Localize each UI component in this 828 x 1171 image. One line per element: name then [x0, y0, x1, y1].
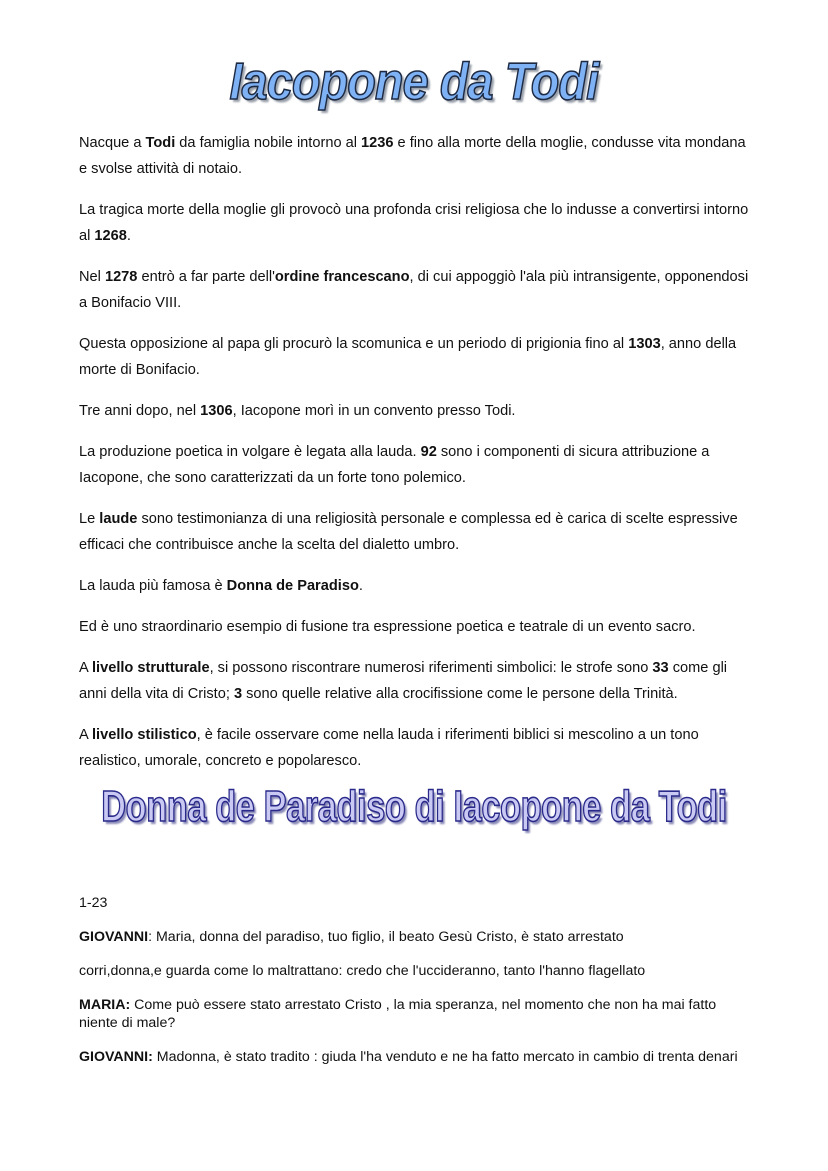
bold-text: 1268: [94, 228, 127, 244]
dialogue-line: [79, 928, 751, 946]
bold-text: 1278: [104, 269, 138, 285]
text: , Iacopone morì in un convento presso Todi.: [232, 403, 516, 419]
text: sono quelle relative alla crocifissione come le persone della Trinità.: [242, 686, 678, 702]
paragraph: [79, 722, 751, 774]
paragraph: [79, 331, 751, 383]
bold-text: 1306: [200, 403, 233, 419]
text: , si possono riscontrare numerosi riferimenti simbolici: le strofe sono: [209, 660, 653, 676]
title-wordart: [0, 52, 828, 112]
bold-text: ordine francescano: [274, 269, 410, 285]
bold-text: 3: [233, 686, 243, 702]
text: 1-23: [79, 895, 108, 911]
text: La produzione poetica in volgare è legata alla lauda.: [79, 444, 421, 460]
bold-text: 1236: [361, 135, 394, 151]
text: , di cui appoggiò l'ala più intransigente, opponendosi a Bonifacio VIII.: [79, 269, 749, 311]
text: Nacque a: [79, 135, 146, 151]
text: da famiglia nobile intorno al: [175, 135, 362, 151]
dialogue-line: [79, 894, 751, 912]
text: Le: [79, 511, 100, 527]
subtitle-wordart: [0, 782, 828, 832]
paragraph: [79, 130, 751, 182]
bold-text: laude: [99, 511, 138, 527]
text: sono i componenti di sicura attribuzione a Iacopone, che sono caratterizzati da un forte tono polemico.: [79, 444, 710, 486]
bold-text: GIOVANNI:: [79, 1049, 153, 1065]
biography-section: [79, 130, 751, 789]
text: A: [79, 727, 92, 743]
bold-text: 1303: [628, 336, 661, 352]
paragraph: [79, 197, 751, 249]
page-title: Iacopone da Todi: [229, 53, 599, 111]
dialogue-line: [79, 962, 751, 980]
paragraph: [79, 439, 751, 491]
dialogue-line: [79, 996, 751, 1032]
paragraph: [79, 506, 751, 558]
text: Madonna, è stato tradito : giuda l'ha venduto e ne ha fatto mercato in cambio di trenta denari: [152, 1049, 738, 1065]
text: entrò a far parte dell': [137, 269, 275, 285]
bold-text: 92: [420, 444, 437, 460]
bold-text: MARIA:: [79, 997, 131, 1013]
paragraph: [79, 264, 751, 316]
bold-text: Todi: [145, 135, 176, 151]
text: come gli anni della vita di Cristo;: [79, 660, 728, 702]
bold-text: 33: [652, 660, 669, 676]
bold-text: livello strutturale: [91, 660, 210, 676]
paragraph: [79, 655, 751, 707]
text: La tragica morte della moglie gli provocò una profonda crisi religiosa che lo indusse a convertirsi intorno al: [79, 202, 749, 244]
bold-text: livello stilistico: [91, 727, 197, 743]
dialogue-section: [79, 894, 751, 1082]
paragraph: [79, 398, 751, 424]
bold-text: GIOVANNI: [79, 929, 149, 945]
text: La lauda più famosa è: [79, 578, 227, 594]
dialogue-line: [79, 1048, 751, 1066]
text: Tre anni dopo, nel: [79, 403, 201, 419]
text: Come può essere stato arrestato Cristo , la mia speranza, nel momento che non ha mai fatto niente di male?: [79, 997, 717, 1031]
text: Ed è uno straordinario esempio di fusione tra espressione poetica e teatrale di un evento sacro.: [79, 619, 696, 635]
paragraph: [79, 614, 751, 640]
text: Questa opposizione al papa gli procurò la scomunica e un periodo di prigionia fino al: [79, 336, 629, 352]
text: .: [358, 578, 363, 594]
text: A: [79, 660, 92, 676]
text: , è facile osservare come nella lauda i riferimenti biblici si mescolino a un tono realistico, umorale, concreto e popolaresco.: [79, 727, 699, 769]
text: sono testimonianza di una religiosità personale e complessa ed è carica di scelte espressive efficaci che contribuisce anche la scelta del dialetto umbro.: [79, 511, 738, 553]
paragraph: [79, 573, 751, 599]
text: e fino alla morte della moglie, condusse vita mondana e svolse attività di notaio.: [79, 135, 746, 177]
text: : Maria, donna del paradiso, tuo figlio, il beato Gesù Cristo, è stato arrestato: [148, 929, 624, 945]
section-title: Donna de Paradiso di Iacopone da Todi: [101, 782, 727, 831]
text: , anno della morte di Bonifacio.: [79, 336, 737, 378]
bold-text: Donna de Paradiso: [226, 578, 359, 594]
text: corri,donna,e guarda come lo maltrattano: credo che l'uccideranno, tanto l'hanno flagellato: [79, 963, 646, 979]
text: Nel: [79, 269, 105, 285]
text: .: [126, 228, 131, 244]
